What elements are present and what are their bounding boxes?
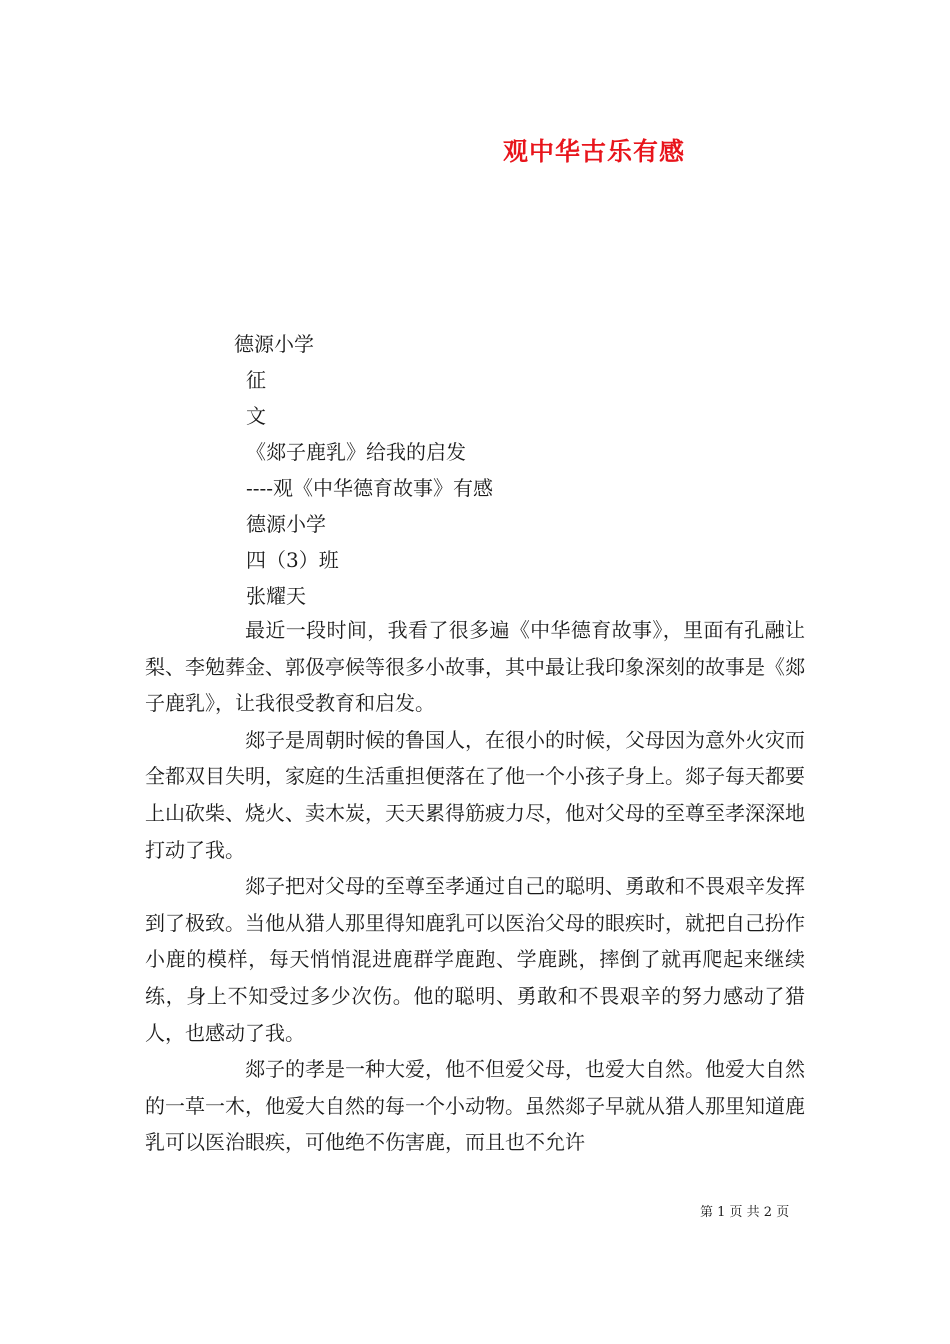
meta-essay-subtitle: ----观《中华德育故事》有感	[246, 476, 494, 500]
paragraph: 郯子把对父母的至尊至孝通过自己的聪明、勇敢和不畏艰辛发挥到了极致。当他从猎人那里得知鹿乳可以医治父母的眼疾时，就把自己扮作小鹿的模样，每天悄悄混进鹿群学鹿跑、学鹿跳，摔倒了就再爬起来继续练，身上不知受过多少次伤。他的聪明、勇敢和不畏艰辛的努力感动了猎人，也感动了我。	[145, 874, 805, 1045]
paragraph: 最近一段时间，我看了很多遍《中华德育故事》，里面有孔融让梨、李勉葬金、郭伋亭候等很多小故事，其中最让我印象深刻的故事是《郯子鹿乳》，让我很受教育和启发。	[145, 618, 805, 716]
meta-essay-title: 《郯子鹿乳》给我的启发	[246, 440, 466, 464]
essay-body	[145, 612, 805, 1161]
meta-essay-char-1: 征	[246, 368, 266, 392]
meta-school: 德源小学	[234, 332, 314, 356]
meta-author-class: 四（3）班	[246, 548, 339, 572]
meta-author-name: 张耀天	[246, 584, 306, 608]
meta-author-school: 德源小学	[246, 512, 326, 536]
paragraph: 郯子的孝是一种大爱，他不但爱父母，也爱大自然。他爱大自然的一草一木，他爱大自然的每一个小动物。虽然郯子早就从猎人那里知道鹿乳可以医治眼疾，可他绝不伤害鹿，而且也不允许	[145, 1057, 805, 1155]
document-title: 观中华古乐有感	[502, 137, 685, 166]
meta-essay-char-2: 文	[246, 404, 266, 428]
paragraph: 郯子是周朝时候的鲁国人，在很小的时候，父母因为意外火灾而全都双目失明，家庭的生活重担便落在了他一个小孩子身上。郯子每天都要上山砍柴、烧火、卖木炭，天天累得筋疲力尽，他对父母的至尊至孝深深地打动了我。	[145, 727, 805, 862]
page-footer: 第 1 页 共 2 页	[700, 1205, 790, 1220]
